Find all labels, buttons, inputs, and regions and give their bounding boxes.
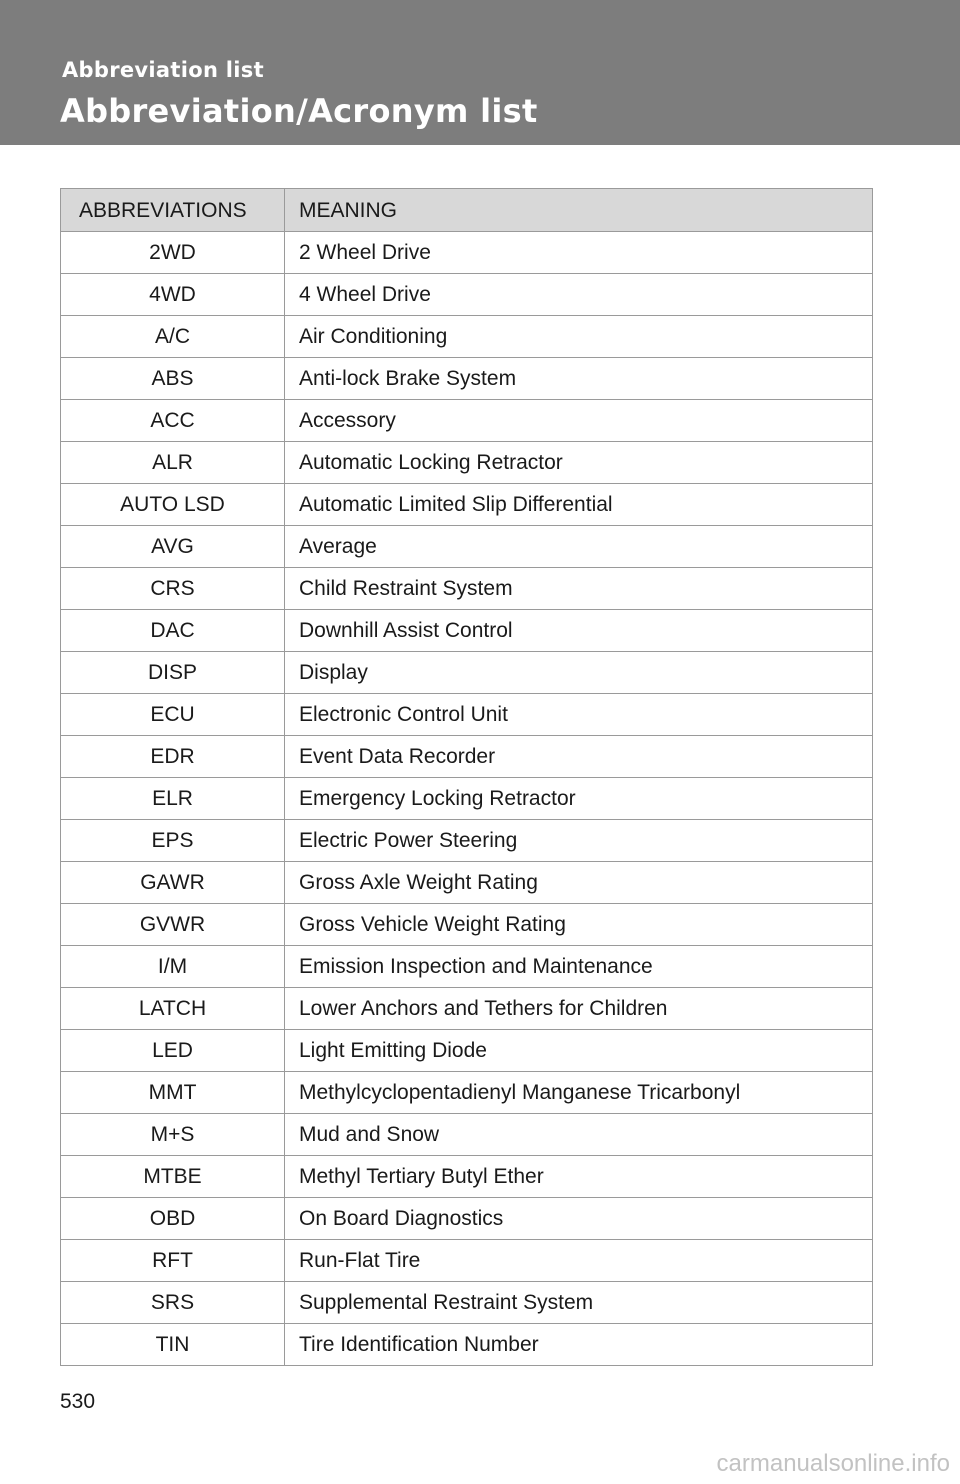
meaning-cell: Child Restraint System (285, 568, 873, 610)
meaning-cell: Tire Identification Number (285, 1324, 873, 1366)
meaning-cell: Gross Vehicle Weight Rating (285, 904, 873, 946)
meaning-cell: Display (285, 652, 873, 694)
meaning-cell: Emission Inspection and Maintenance (285, 946, 873, 988)
meaning-cell: Emergency Locking Retractor (285, 778, 873, 820)
meaning-cell: Gross Axle Weight Rating (285, 862, 873, 904)
table-row (61, 610, 873, 652)
abbreviation-cell: I/M (61, 946, 285, 988)
table-row (61, 694, 873, 736)
table-row (61, 778, 873, 820)
abbreviation-cell: A/C (61, 316, 285, 358)
abbreviation-cell: LED (61, 1030, 285, 1072)
table-row (61, 568, 873, 610)
table-row (61, 1198, 873, 1240)
column-header-meaning: MEANING (285, 189, 873, 232)
table-row (61, 736, 873, 778)
abbreviation-cell: ECU (61, 694, 285, 736)
meaning-cell: Methyl Tertiary Butyl Ether (285, 1156, 873, 1198)
header-band (0, 0, 960, 145)
table-row (61, 526, 873, 568)
abbreviation-cell: OBD (61, 1198, 285, 1240)
abbreviation-cell: ALR (61, 442, 285, 484)
abbreviation-cell: CRS (61, 568, 285, 610)
meaning-cell: Supplemental Restraint System (285, 1282, 873, 1324)
meaning-cell: Methylcyclopentadienyl Manganese Tricarbonyl (285, 1072, 873, 1114)
table-row (61, 1114, 873, 1156)
table-row (61, 1030, 873, 1072)
abbreviation-table (60, 188, 873, 1366)
abbreviation-cell: 4WD (61, 274, 285, 316)
table-row (61, 652, 873, 694)
abbreviation-cell: AVG (61, 526, 285, 568)
table-header-row (61, 189, 873, 232)
meaning-cell: Lower Anchors and Tethers for Children (285, 988, 873, 1030)
meaning-cell: Accessory (285, 400, 873, 442)
abbreviation-cell: MMT (61, 1072, 285, 1114)
table-body (61, 232, 873, 1366)
abbreviation-cell: DISP (61, 652, 285, 694)
table-row (61, 988, 873, 1030)
table-row (61, 904, 873, 946)
table-row (61, 274, 873, 316)
meaning-cell: Average (285, 526, 873, 568)
table-row (61, 400, 873, 442)
abbreviation-cell: TIN (61, 1324, 285, 1366)
abbreviation-cell: GVWR (61, 904, 285, 946)
page-number: 530 (60, 1390, 96, 1413)
table-row (61, 1072, 873, 1114)
table-row (61, 862, 873, 904)
table-row (61, 1240, 873, 1282)
meaning-cell: 4 Wheel Drive (285, 274, 873, 316)
abbreviation-cell: GAWR (61, 862, 285, 904)
meaning-cell: Event Data Recorder (285, 736, 873, 778)
meaning-cell: Mud and Snow (285, 1114, 873, 1156)
section-label: Abbreviation list (62, 58, 264, 82)
abbreviation-cell: EDR (61, 736, 285, 778)
abbreviation-cell: EPS (61, 820, 285, 862)
meaning-cell: Electric Power Steering (285, 820, 873, 862)
meaning-cell: Downhill Assist Control (285, 610, 873, 652)
meaning-cell: Electronic Control Unit (285, 694, 873, 736)
abbreviation-cell: ABS (61, 358, 285, 400)
table-row (61, 316, 873, 358)
meaning-cell: Automatic Locking Retractor (285, 442, 873, 484)
table-row (61, 820, 873, 862)
page-title: Abbreviation/Acronym list (60, 92, 538, 130)
table-row (61, 1324, 873, 1366)
table-row (61, 358, 873, 400)
meaning-cell: Automatic Limited Slip Differential (285, 484, 873, 526)
table-row (61, 484, 873, 526)
abbreviation-cell: MTBE (61, 1156, 285, 1198)
table-row (61, 442, 873, 484)
abbreviation-cell: RFT (61, 1240, 285, 1282)
abbreviation-cell: ELR (61, 778, 285, 820)
table-row (61, 232, 873, 274)
table-row (61, 1156, 873, 1198)
table-row (61, 1282, 873, 1324)
watermark: carmanualsonline.info (716, 1450, 950, 1477)
abbreviation-cell: LATCH (61, 988, 285, 1030)
abbreviation-cell: AUTO LSD (61, 484, 285, 526)
meaning-cell: 2 Wheel Drive (285, 232, 873, 274)
abbreviation-cell: DAC (61, 610, 285, 652)
abbreviation-cell: 2WD (61, 232, 285, 274)
meaning-cell: Run-Flat Tire (285, 1240, 873, 1282)
meaning-cell: On Board Diagnostics (285, 1198, 873, 1240)
meaning-cell: Air Conditioning (285, 316, 873, 358)
meaning-cell: Light Emitting Diode (285, 1030, 873, 1072)
meaning-cell: Anti-lock Brake System (285, 358, 873, 400)
abbreviation-cell: ACC (61, 400, 285, 442)
abbreviation-cell: M+S (61, 1114, 285, 1156)
abbreviation-cell: SRS (61, 1282, 285, 1324)
table-row (61, 946, 873, 988)
column-header-abbreviations: ABBREVIATIONS (61, 189, 285, 232)
